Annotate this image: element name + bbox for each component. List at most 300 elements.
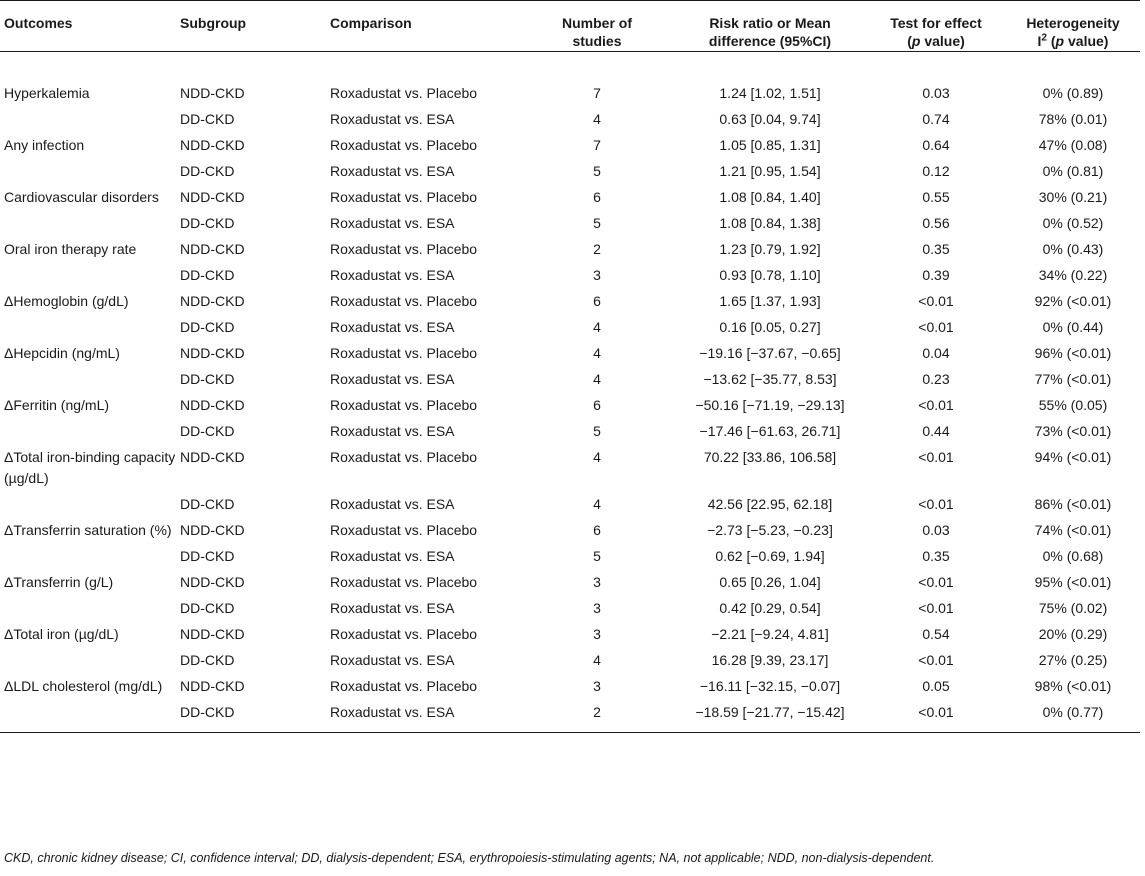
cell-outcome — [0, 518, 180, 544]
cell-number-of-studies-text: 2 — [593, 241, 601, 257]
cell-test-for-effect-content — [866, 159, 1006, 185]
cell-subgroup-text: DD-CKD — [180, 163, 235, 179]
cell-risk-ratio-content — [674, 674, 866, 700]
cell-risk-ratio-text: 1.24 [1.02, 1.51] — [719, 85, 821, 101]
cell-outcome-content — [4, 700, 180, 726]
cell-outcome-text: Cardiovascular disorders — [4, 189, 159, 205]
cell-comparison-text: Roxadustat vs. Placebo — [330, 626, 478, 642]
cell-risk-ratio — [674, 622, 866, 648]
cell-heterogeneity — [1006, 315, 1140, 341]
cell-subgroup-content — [180, 622, 330, 648]
cell-comparison — [330, 518, 520, 544]
cell-comparison — [330, 237, 520, 263]
cell-comparison-content — [330, 367, 520, 393]
cell-subgroup-content — [180, 263, 330, 289]
cell-test-for-effect-content — [866, 596, 1006, 622]
table-row — [0, 289, 1140, 315]
cell-subgroup-text: DD-CKD — [180, 267, 235, 283]
cell-heterogeneity-text: 92% (<0.01) — [1034, 293, 1112, 309]
cell-heterogeneity — [1006, 445, 1140, 492]
cell-subgroup — [180, 185, 330, 211]
cell-heterogeneity-text: 75% (0.02) — [1038, 600, 1108, 616]
cell-heterogeneity-text: 0% (0.52) — [1042, 215, 1104, 231]
table-row — [0, 367, 1140, 393]
cell-risk-ratio-content — [674, 445, 866, 471]
cell-comparison-text: Roxadustat vs. Placebo — [330, 189, 478, 205]
cell-number-of-studies — [520, 544, 674, 570]
cell-number-of-studies-text: 2 — [593, 704, 601, 720]
cell-heterogeneity-text: 34% (0.22) — [1038, 267, 1108, 283]
cell-subgroup-text: NDD-CKD — [180, 449, 245, 465]
cell-outcome — [0, 700, 180, 733]
cell-heterogeneity-content — [1006, 674, 1140, 700]
cell-risk-ratio — [674, 341, 866, 367]
cell-risk-ratio-text: −18.59 [−21.77, −15.42] — [695, 704, 845, 720]
cell-risk-ratio-content — [674, 107, 866, 133]
cell-comparison — [330, 185, 520, 211]
header-outcomes — [0, 1, 180, 52]
cell-subgroup-text: NDD-CKD — [180, 241, 245, 257]
cell-comparison-text: Roxadustat vs. Placebo — [330, 137, 478, 153]
cell-subgroup — [180, 289, 330, 315]
cell-outcome — [0, 367, 180, 393]
cell-risk-ratio-content — [674, 367, 866, 393]
table-row — [0, 622, 1140, 648]
cell-comparison — [330, 419, 520, 445]
cell-subgroup-text: DD-CKD — [180, 423, 235, 439]
cell-outcome-content — [4, 674, 180, 700]
cell-number-of-studies-text: 4 — [593, 449, 601, 465]
cell-comparison-text: Roxadustat vs. Placebo — [330, 85, 478, 101]
cell-outcome — [0, 570, 180, 596]
cell-test-for-effect-content — [866, 237, 1006, 263]
cell-risk-ratio — [674, 544, 866, 570]
header-het-line1: Heterogeneity — [1026, 15, 1120, 31]
cell-risk-ratio — [674, 648, 866, 674]
cell-test-for-effect — [866, 185, 1006, 211]
cell-heterogeneity-content — [1006, 159, 1140, 185]
cell-comparison — [330, 263, 520, 289]
cell-test-for-effect-content — [866, 419, 1006, 445]
cell-comparison-content — [330, 263, 520, 289]
cell-comparison-content — [330, 648, 520, 674]
cell-comparison-text: Roxadustat vs. ESA — [330, 215, 455, 231]
cell-outcome — [0, 622, 180, 648]
cell-subgroup — [180, 263, 330, 289]
cell-test-for-effect-content — [866, 315, 1006, 341]
cell-heterogeneity-content — [1006, 341, 1140, 367]
cell-test-for-effect-text: <0.01 — [918, 496, 954, 512]
cell-number-of-studies-content — [520, 596, 674, 622]
cell-risk-ratio — [674, 518, 866, 544]
cell-outcome-content — [4, 211, 180, 237]
cell-outcome-text: ΔHemoglobin (g/dL) — [4, 293, 129, 309]
cell-heterogeneity-content — [1006, 185, 1140, 211]
cell-heterogeneity-content — [1006, 445, 1140, 471]
cell-number-of-studies-content — [520, 133, 674, 159]
cell-number-of-studies-text: 4 — [593, 345, 601, 361]
header-risk-ratio — [674, 1, 866, 52]
cell-comparison — [330, 367, 520, 393]
header-row — [0, 1, 1140, 52]
cell-test-for-effect — [866, 648, 1006, 674]
cell-heterogeneity-text: 30% (0.21) — [1038, 189, 1108, 205]
header-het-sup: 2 — [1041, 32, 1047, 44]
header-subgroup-label: Subgroup — [180, 15, 247, 31]
header-het-close: value) — [1064, 33, 1109, 49]
cell-heterogeneity-content — [1006, 107, 1140, 133]
cell-risk-ratio-content — [674, 393, 866, 419]
cell-heterogeneity — [1006, 263, 1140, 289]
cell-number-of-studies-text: 3 — [593, 678, 601, 694]
cell-outcome — [0, 492, 180, 518]
cell-subgroup — [180, 107, 330, 133]
cell-test-for-effect — [866, 596, 1006, 622]
cell-comparison-text: Roxadustat vs. ESA — [330, 496, 455, 512]
cell-comparison-content — [330, 518, 520, 544]
cell-risk-ratio-text: 1.08 [0.84, 1.38] — [719, 215, 821, 231]
cell-risk-ratio — [674, 700, 866, 733]
cell-number-of-studies-content — [520, 674, 674, 700]
cell-number-of-studies — [520, 133, 674, 159]
table-row — [0, 133, 1140, 159]
cell-outcome-text: ΔFerritin (ng/mL) — [4, 397, 110, 413]
cell-test-for-effect-text: 0.54 — [922, 626, 950, 642]
cell-outcome-content — [4, 315, 180, 341]
cell-test-for-effect-text: 0.35 — [922, 548, 950, 564]
cell-number-of-studies — [520, 648, 674, 674]
cell-subgroup-content — [180, 445, 330, 471]
cell-comparison-content — [330, 315, 520, 341]
cell-outcome-content — [4, 544, 180, 570]
cell-heterogeneity-text: 0% (0.77) — [1042, 704, 1104, 720]
cell-outcome — [0, 341, 180, 367]
cell-subgroup-content — [180, 289, 330, 315]
cell-comparison — [330, 544, 520, 570]
table-row — [0, 445, 1140, 492]
cell-number-of-studies — [520, 622, 674, 648]
cell-outcome — [0, 107, 180, 133]
cell-comparison-content — [330, 289, 520, 315]
cell-comparison-text: Roxadustat vs. ESA — [330, 423, 455, 439]
header-test-for-effect — [866, 1, 1006, 52]
cell-number-of-studies — [520, 393, 674, 419]
cell-test-for-effect-content — [866, 648, 1006, 674]
cell-test-for-effect — [866, 107, 1006, 133]
cell-comparison-content — [330, 492, 520, 518]
cell-outcome — [0, 596, 180, 622]
cell-number-of-studies — [520, 185, 674, 211]
cell-comparison-text: Roxadustat vs. ESA — [330, 600, 455, 616]
cell-risk-ratio-text: 1.23 [0.79, 1.92] — [719, 241, 821, 257]
cell-heterogeneity — [1006, 622, 1140, 648]
cell-subgroup-text: DD-CKD — [180, 496, 235, 512]
cell-heterogeneity-content — [1006, 367, 1140, 393]
cell-subgroup-content — [180, 81, 330, 107]
cell-test-for-effect-text: 0.23 — [922, 371, 950, 387]
cell-risk-ratio-content — [674, 544, 866, 570]
cell-subgroup-content — [180, 674, 330, 700]
cell-number-of-studies — [520, 211, 674, 237]
cell-subgroup-content — [180, 492, 330, 518]
cell-test-for-effect-text: <0.01 — [918, 652, 954, 668]
cell-comparison — [330, 445, 520, 492]
cell-risk-ratio-content — [674, 596, 866, 622]
cell-risk-ratio-text: −13.62 [−35.77, 8.53] — [703, 371, 837, 387]
cell-heterogeneity-text: 0% (0.89) — [1042, 85, 1104, 101]
cell-heterogeneity-text: 77% (<0.01) — [1034, 371, 1112, 387]
cell-subgroup-text: NDD-CKD — [180, 293, 245, 309]
cell-heterogeneity-content — [1006, 263, 1140, 289]
cell-heterogeneity-content — [1006, 700, 1140, 726]
cell-subgroup — [180, 700, 330, 733]
cell-subgroup-content — [180, 570, 330, 596]
cell-number-of-studies-content — [520, 159, 674, 185]
cell-test-for-effect-text: <0.01 — [918, 704, 954, 720]
table-row — [0, 518, 1140, 544]
cell-heterogeneity-content — [1006, 596, 1140, 622]
cell-comparison-content — [330, 674, 520, 700]
cell-test-for-effect-text: 0.64 — [922, 137, 950, 153]
cell-outcome-text: ΔTotal iron (µg/dL) — [4, 626, 119, 642]
cell-test-for-effect — [866, 622, 1006, 648]
cell-number-of-studies — [520, 570, 674, 596]
cell-comparison — [330, 289, 520, 315]
cell-outcome — [0, 211, 180, 237]
cell-number-of-studies-content — [520, 700, 674, 726]
cell-comparison-text: Roxadustat vs. ESA — [330, 163, 455, 179]
table-row — [0, 315, 1140, 341]
cell-test-for-effect-content — [866, 341, 1006, 367]
cell-outcome — [0, 445, 180, 492]
cell-test-for-effect-text: 0.56 — [922, 215, 950, 231]
cell-risk-ratio-text: −50.16 [−71.19, −29.13] — [695, 397, 845, 413]
cell-risk-ratio-content — [674, 570, 866, 596]
header-number-line1: Number of — [562, 15, 632, 31]
table-row — [0, 185, 1140, 211]
cell-outcome-content — [4, 107, 180, 133]
cell-heterogeneity — [1006, 674, 1140, 700]
table-row — [0, 263, 1140, 289]
cell-heterogeneity-text: 96% (<0.01) — [1034, 345, 1112, 361]
cell-outcome-content — [4, 133, 180, 159]
cell-heterogeneity — [1006, 133, 1140, 159]
table-row — [0, 492, 1140, 518]
cell-heterogeneity-content — [1006, 211, 1140, 237]
cell-risk-ratio-content — [674, 648, 866, 674]
cell-subgroup-text: NDD-CKD — [180, 137, 245, 153]
cell-subgroup-text: DD-CKD — [180, 319, 235, 335]
cell-outcome-content — [4, 419, 180, 445]
cell-subgroup-content — [180, 419, 330, 445]
cell-test-for-effect — [866, 133, 1006, 159]
cell-comparison — [330, 52, 520, 108]
cell-outcome — [0, 315, 180, 341]
cell-subgroup-content — [180, 544, 330, 570]
cell-risk-ratio — [674, 185, 866, 211]
cell-risk-ratio — [674, 367, 866, 393]
cell-number-of-studies-content — [520, 107, 674, 133]
cell-heterogeneity-text: 94% (<0.01) — [1034, 449, 1112, 465]
cell-number-of-studies — [520, 315, 674, 341]
header-test-close: value) — [920, 33, 965, 49]
cell-subgroup — [180, 518, 330, 544]
cell-risk-ratio-text: −2.21 [−9.24, 4.81] — [711, 626, 829, 642]
cell-comparison — [330, 315, 520, 341]
cell-outcome-text: Any infection — [4, 137, 85, 153]
cell-risk-ratio-text: −19.16 [−37.67, −0.65] — [699, 345, 841, 361]
cell-risk-ratio — [674, 315, 866, 341]
header-number-of-studies — [520, 1, 674, 52]
cell-number-of-studies-content — [520, 315, 674, 341]
cell-comparison-text: Roxadustat vs. ESA — [330, 548, 455, 564]
cell-comparison-text: Roxadustat vs. Placebo — [330, 241, 478, 257]
cell-subgroup — [180, 211, 330, 237]
cell-heterogeneity-text: 78% (0.01) — [1038, 111, 1108, 127]
cell-test-for-effect-content — [866, 133, 1006, 159]
cell-risk-ratio-content — [674, 341, 866, 367]
cell-test-for-effect — [866, 419, 1006, 445]
cell-test-for-effect — [866, 315, 1006, 341]
cell-risk-ratio-text: 0.62 [−0.69, 1.94] — [715, 548, 825, 564]
cell-heterogeneity-text: 95% (<0.01) — [1034, 574, 1112, 590]
table-row — [0, 159, 1140, 185]
table-row — [0, 107, 1140, 133]
cell-test-for-effect — [866, 159, 1006, 185]
cell-outcome-content — [4, 289, 180, 315]
cell-number-of-studies-text: 5 — [593, 163, 601, 179]
cell-number-of-studies-content — [520, 518, 674, 544]
cell-number-of-studies-text: 7 — [593, 137, 601, 153]
cell-heterogeneity-text: 73% (<0.01) — [1034, 423, 1112, 439]
table-row — [0, 393, 1140, 419]
cell-number-of-studies — [520, 419, 674, 445]
cell-risk-ratio — [674, 570, 866, 596]
cell-outcome-content — [4, 570, 180, 596]
cell-outcome-content — [4, 492, 180, 518]
cell-risk-ratio-content — [674, 159, 866, 185]
table-body — [0, 52, 1140, 733]
cell-risk-ratio-text: 16.28 [9.39, 23.17] — [711, 652, 829, 668]
cell-subgroup-content — [180, 159, 330, 185]
header-number-line2: studies — [572, 33, 622, 49]
table-row — [0, 341, 1140, 367]
cell-number-of-studies-text: 5 — [593, 548, 601, 564]
cell-comparison-content — [330, 133, 520, 159]
cell-risk-ratio-content — [674, 237, 866, 263]
cell-number-of-studies-content — [520, 185, 674, 211]
cell-heterogeneity-text: 20% (0.29) — [1038, 626, 1108, 642]
cell-test-for-effect-content — [866, 518, 1006, 544]
cell-heterogeneity — [1006, 367, 1140, 393]
cell-number-of-studies — [520, 518, 674, 544]
cell-risk-ratio-text: 1.65 [1.37, 1.93] — [719, 293, 821, 309]
cell-heterogeneity — [1006, 544, 1140, 570]
cell-risk-ratio-text: 1.21 [0.95, 1.54] — [719, 163, 821, 179]
cell-risk-ratio — [674, 492, 866, 518]
table-row — [0, 674, 1140, 700]
cell-outcome-text: ΔHepcidin (ng/mL) — [4, 345, 120, 361]
cell-comparison-content — [330, 237, 520, 263]
cell-risk-ratio-content — [674, 419, 866, 445]
cell-heterogeneity-text: 0% (0.44) — [1042, 319, 1104, 335]
cell-comparison — [330, 622, 520, 648]
table-row — [0, 544, 1140, 570]
cell-comparison — [330, 133, 520, 159]
cell-test-for-effect — [866, 393, 1006, 419]
cell-test-for-effect — [866, 367, 1006, 393]
cell-outcome-text: ΔLDL cholesterol (mg/dL) — [4, 678, 163, 694]
cell-subgroup — [180, 570, 330, 596]
cell-comparison-content — [330, 159, 520, 185]
header-test-open: ( — [907, 33, 912, 49]
cell-heterogeneity-content — [1006, 419, 1140, 445]
cell-test-for-effect-content — [866, 289, 1006, 315]
cell-subgroup-text: NDD-CKD — [180, 85, 245, 101]
header-test-line1: Test for effect — [890, 15, 982, 31]
cell-test-for-effect-content — [866, 700, 1006, 726]
cell-subgroup-content — [180, 315, 330, 341]
cell-test-for-effect-text: 0.55 — [922, 189, 950, 205]
cell-heterogeneity — [1006, 211, 1140, 237]
cell-outcome — [0, 159, 180, 185]
cell-number-of-studies-content — [520, 237, 674, 263]
cell-test-for-effect — [866, 263, 1006, 289]
cell-heterogeneity-text: 98% (<0.01) — [1034, 678, 1112, 694]
cell-risk-ratio-text: 0.42 [0.29, 0.54] — [719, 600, 821, 616]
cell-number-of-studies-content — [520, 492, 674, 518]
header-heterogeneity — [1006, 1, 1140, 52]
cell-outcome — [0, 133, 180, 159]
cell-number-of-studies-content — [520, 445, 674, 471]
cell-comparison-text: Roxadustat vs. ESA — [330, 267, 455, 283]
cell-subgroup-content — [180, 133, 330, 159]
cell-risk-ratio — [674, 133, 866, 159]
cell-outcome-text: ΔTotal iron-binding capacity (µg/dL) — [4, 449, 176, 486]
cell-outcome — [0, 648, 180, 674]
cell-outcome-text: ΔTransferrin saturation (%) — [4, 522, 172, 538]
cell-risk-ratio — [674, 107, 866, 133]
cell-outcome-content — [4, 81, 180, 107]
cell-comparison-text: Roxadustat vs. ESA — [330, 319, 455, 335]
cell-risk-ratio-text: 0.65 [0.26, 1.04] — [719, 574, 821, 590]
cell-comparison-text: Roxadustat vs. ESA — [330, 704, 455, 720]
cell-subgroup — [180, 492, 330, 518]
header-test-p: p — [911, 33, 921, 49]
cell-outcome-text: Oral iron therapy rate — [4, 241, 137, 257]
cell-number-of-studies-content — [520, 544, 674, 570]
cell-outcome-content — [4, 237, 180, 263]
cell-subgroup — [180, 237, 330, 263]
header-het-p: p — [1055, 33, 1065, 49]
cell-risk-ratio — [674, 445, 866, 492]
cell-subgroup-text: DD-CKD — [180, 215, 235, 231]
cell-heterogeneity — [1006, 419, 1140, 445]
cell-number-of-studies-content — [520, 289, 674, 315]
cell-test-for-effect-text: <0.01 — [918, 600, 954, 616]
cell-heterogeneity-content — [1006, 237, 1140, 263]
cell-subgroup — [180, 622, 330, 648]
cell-number-of-studies — [520, 674, 674, 700]
cell-risk-ratio-content — [674, 492, 866, 518]
cell-comparison-text: Roxadustat vs. Placebo — [330, 397, 478, 413]
cell-risk-ratio — [674, 596, 866, 622]
header-rr-line2: difference (95%CI) — [708, 33, 832, 49]
cell-test-for-effect-text: 0.39 — [922, 267, 950, 283]
cell-comparison-content — [330, 419, 520, 445]
cell-test-for-effect-content — [866, 492, 1006, 518]
cell-comparison-content — [330, 211, 520, 237]
